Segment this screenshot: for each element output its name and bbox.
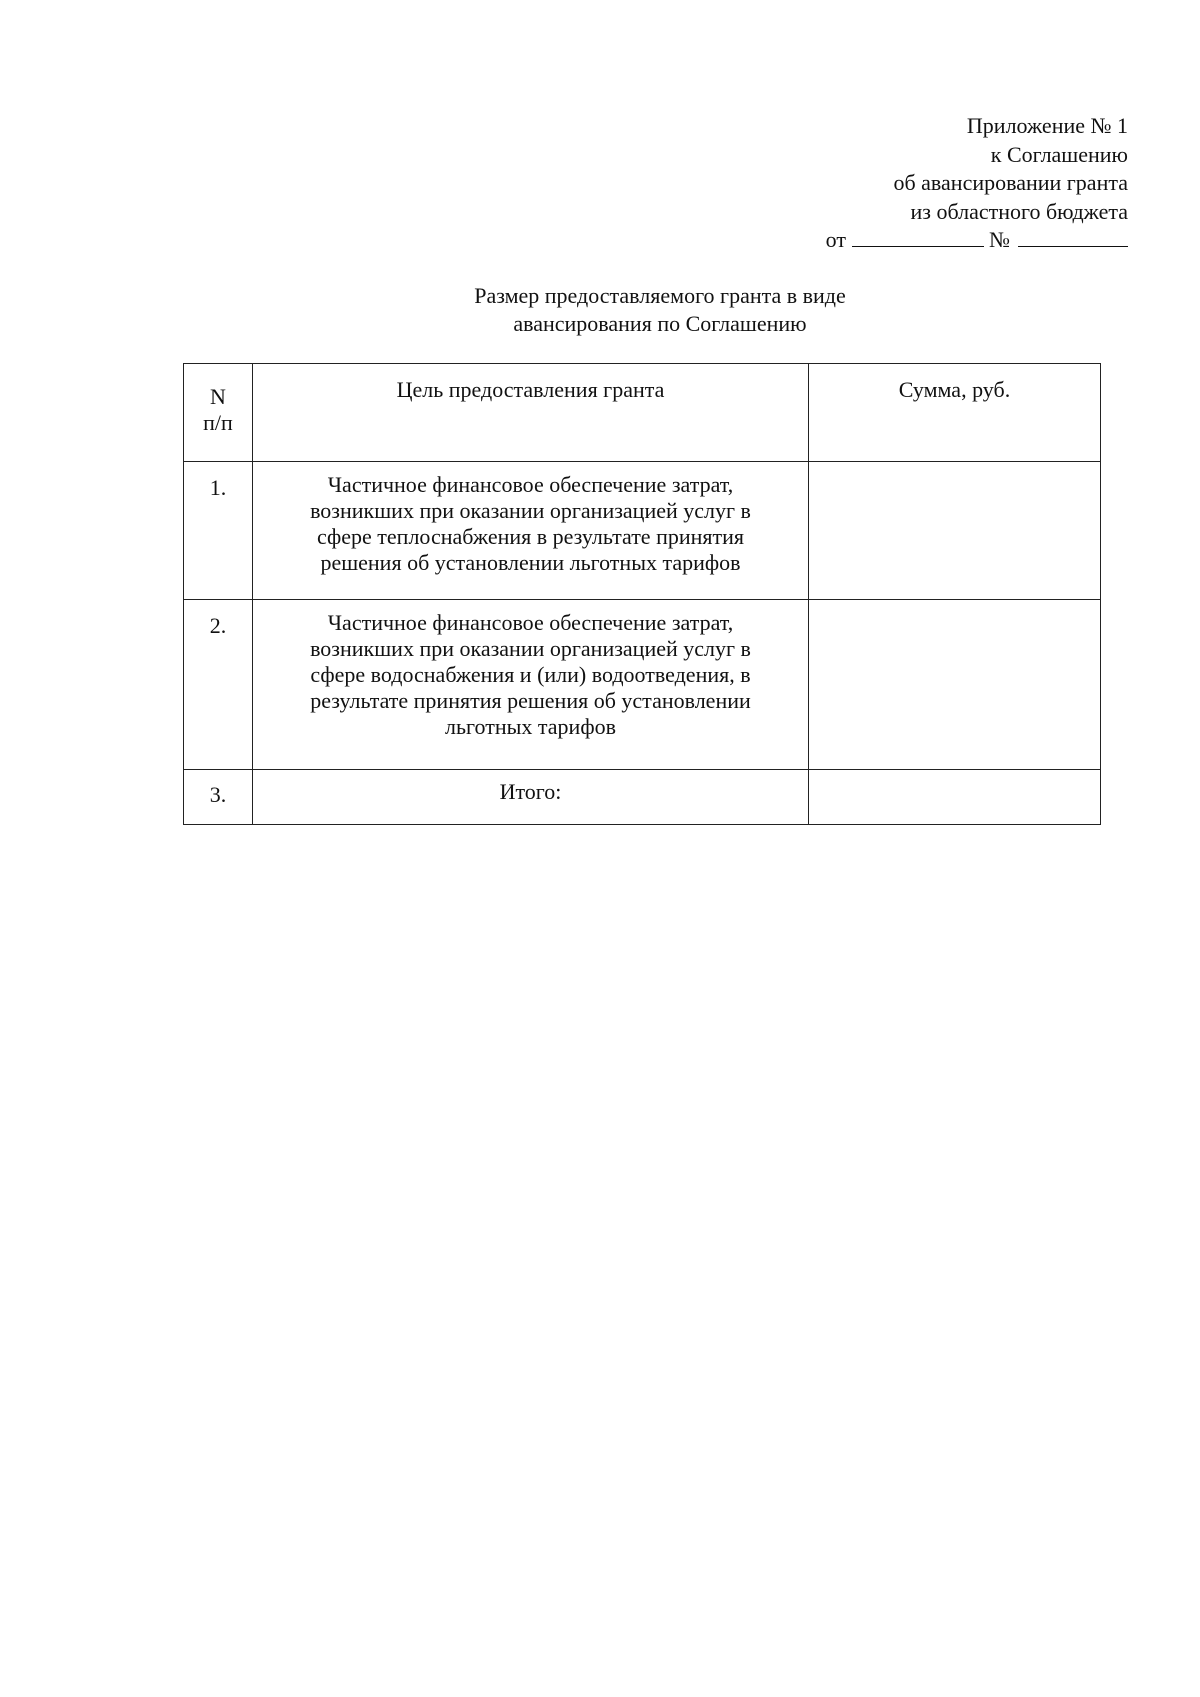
row-number: 3. xyxy=(184,770,253,825)
header-number-line: п/п xyxy=(203,410,233,435)
goal-line: возникших при оказании организацией услуг в xyxy=(310,636,751,661)
header-sum: Сумма, руб. xyxy=(809,364,1101,462)
row-sum xyxy=(809,600,1101,770)
appendix-line: Приложение № 1 xyxy=(966,113,1128,138)
appendix-line: к Соглашению xyxy=(990,141,1128,167)
date-prefix: от xyxy=(825,227,846,252)
goal-line: решения об установлении льготных тарифов xyxy=(320,550,741,575)
appendix-line: об авансировании гранта xyxy=(893,170,1128,195)
goal-line: льготных тарифов xyxy=(445,714,616,739)
appendix-header xyxy=(688,112,1128,255)
goal-line: возникших при оказании организацией услуг в xyxy=(310,498,751,523)
row-goal xyxy=(253,770,809,825)
header-number-line: N xyxy=(210,384,226,409)
number-blank xyxy=(1018,226,1128,247)
header-goal: Цель предоставления гранта xyxy=(253,364,809,462)
title-line: Размер предоставляемого гранта в виде xyxy=(474,283,846,308)
document-title xyxy=(380,282,940,338)
row-sum xyxy=(809,770,1101,825)
table-row-total xyxy=(184,770,1101,825)
total-label: Итого: xyxy=(499,779,562,804)
appendix-date-number-line xyxy=(688,226,1128,255)
goal-line: результате принятия решения об установлении xyxy=(310,688,751,713)
title-line: авансирования по Соглашению xyxy=(513,311,807,336)
goal-line: сфере теплоснабжения в результате принятия xyxy=(316,524,745,549)
goal-line: Частичное финансовое обеспечение затрат, xyxy=(327,472,734,497)
number-sign: № xyxy=(989,227,1010,252)
header-number xyxy=(184,364,253,462)
grant-table xyxy=(183,363,1101,825)
table-row xyxy=(184,462,1101,600)
row-goal xyxy=(253,462,809,600)
row-number: 1. xyxy=(184,462,253,600)
table-header-row xyxy=(184,364,1101,462)
row-sum xyxy=(809,462,1101,600)
date-blank xyxy=(852,226,984,247)
appendix-line: из областного бюджета xyxy=(910,198,1128,224)
row-goal xyxy=(253,600,809,770)
goal-line: Частичное финансовое обеспечение затрат, xyxy=(327,610,734,635)
row-number: 2. xyxy=(184,600,253,770)
goal-line: сфере водоснабжения и (или) водоотведения, в xyxy=(310,662,751,687)
table-row xyxy=(184,600,1101,770)
